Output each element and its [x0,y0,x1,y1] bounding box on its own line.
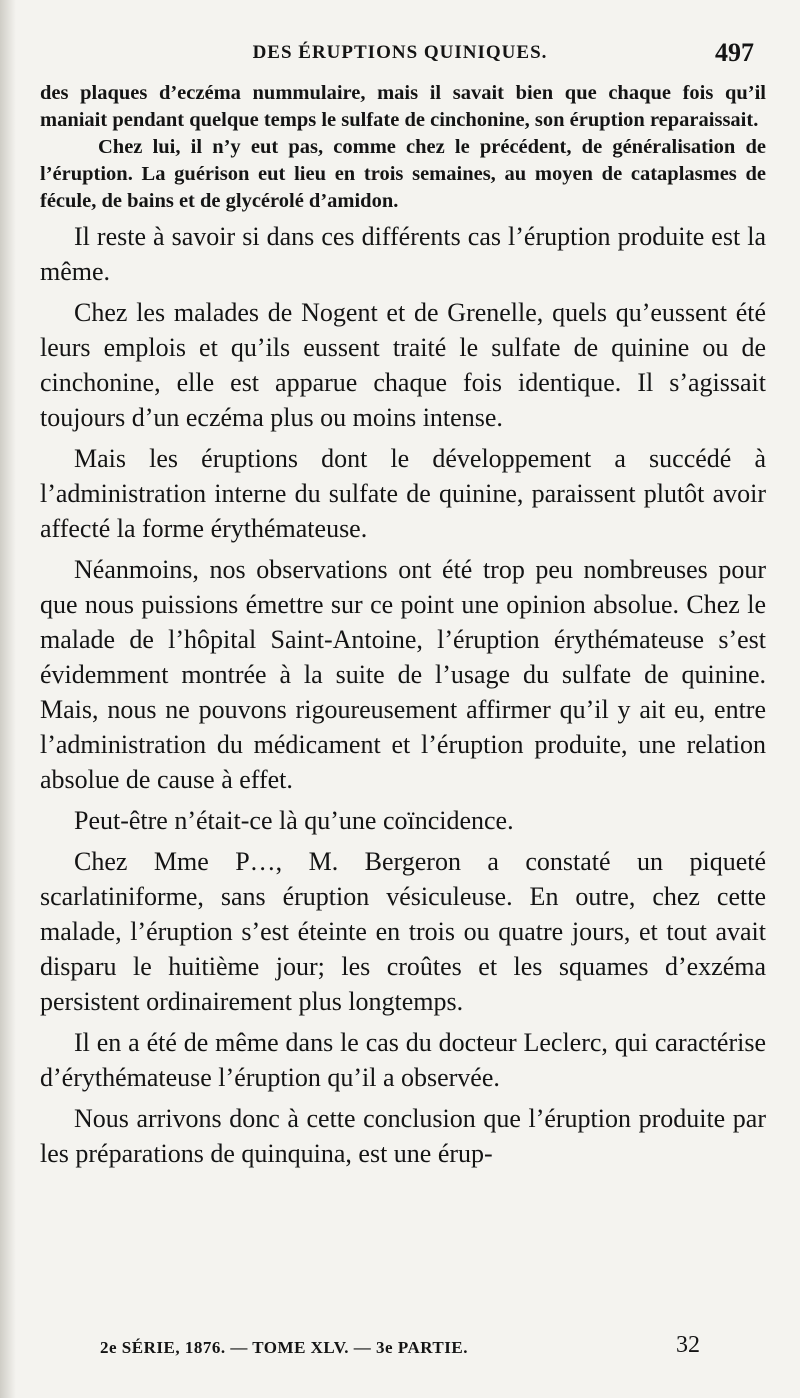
paragraph: Il en a été de même dans le cas du docteur Leclerc, qui caractérise d’érythémateuse l’éruption qu’il a observée. [40,1028,766,1092]
paragraph: Il reste à savoir si dans ces différents cas l’éruption produite est la même. [40,222,766,286]
small-print-block [40,80,766,215]
small-paragraph: des plaques d’eczéma nummulaire, mais il savait bien que chaque fois qu’il maniait pendant quelque temps le sulfate de cinchonine, son éruption reparaissait. [40,82,766,131]
running-head: DES ÉRUPTIONS QUINIQUES. [252,42,548,63]
page-number: 497 [715,38,754,67]
small-paragraph: Chez lui, il n’y eut pas, comme chez le précédent, de généralisation de l’éruption. La guérison eut lieu en trois semaines, au moyen de cataplasmes de fécule, de bains et de glycérolé d’amidon. [40,136,766,212]
page-body [40,80,766,1171]
paragraph: Mais les éruptions dont le développement a succédé à l’administration interne du sulfate de quinine, paraissent plutôt avoir affecté la forme érythémateuse. [40,444,766,543]
paragraph: Nous arrivons donc à cette conclusion que l’éruption produite par les préparations de quinquina, est une érup- [40,1104,766,1168]
paragraph: Chez Mme P…, M. Bergeron a constaté un piqueté scarlatiniforme, sans éruption vésiculeuse. En outre, chez cette malade, l’éruption s’est éteinte en trois ou quatre jours, et tout avait disparu le huitième jour; les croûtes et les squames d’exzéma persistent ordinairement plus longtemps. [40,847,766,1016]
paragraph: Peut-être n’était-ce là qu’une coïncidence. [74,806,514,835]
main-text-block [40,219,766,1171]
page-footer [100,1332,700,1366]
signature-mark: 32 [676,1332,700,1358]
page-edge-shadow [0,0,16,1398]
paragraph: Néanmoins, nos observations ont été trop peu nombreuses pour que nous puissions émettre sur ce point une opinion absolue. Chez le malade de l’hôpital Saint-Antoine, l’éruption érythémateuse s’est évidemment montrée à la suite de l’usage du sulfate de quinine. Mais, nous ne pouvons rigoureusement affirmer qu’il y ait eu, entre l’administration du médicament et l’éruption produite, une relation absolue de cause à effet. [40,555,766,794]
footer-text: 2e SÉRIE, 1876. — TOME XLV. — 3e PARTIE. [100,1338,468,1357]
paragraph: Chez les malades de Nogent et de Grenelle, quels qu’eussent été leurs emplois et qu’ils eussent traité le sulfate de quinine ou de cinchonine, elle est apparue chaque fois identique. Il s’agissait toujours d’un eczéma plus ou moins intense. [40,298,766,432]
page-header [40,38,760,78]
